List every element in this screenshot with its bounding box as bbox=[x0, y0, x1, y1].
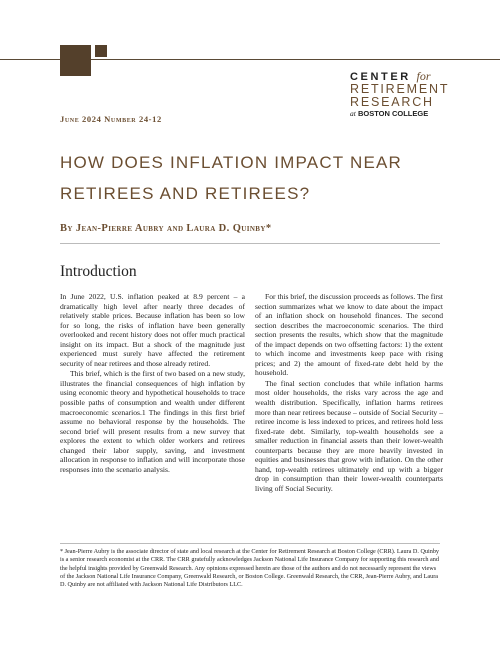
footnote: * Jean-Pierre Aubry is the associate director of state and local research at the Center for Retirement Research at Boston College (CRR). Laura D. Quinby is a senior research economist at the CRR. The CRR gratefully acknowledges Jackson National Life Insurance Company for supporting this research and the helpful insights provided by Greenwald Research. Any opinions expressed herein are those of the authors and do not necessarily represent the views of the Jackson National Life Insurance Company, Greenwald Research, or Boston College. Greenwald Research, the CRR, Jean-Pierre Aubry, and Laura D. Quinby are not affiliated with Jackson National Life Distributors LLC. bbox=[60, 548, 440, 589]
brand-square-small bbox=[95, 45, 107, 57]
logo-research: RESEARCH bbox=[350, 95, 434, 109]
paragraph: In June 2022, U.S. inflation peaked at 8.9 percent – a dramatically high level after nearly three decades of relatively stable prices. Because inflation has been so low for so long, the risks of inflation have been generally overlooked and recent history does not offer much practical insight on its impact. But a shock of the magnitude just experienced must surely have affected the retirement security of near retirees and those already retired. bbox=[60, 292, 245, 368]
byline: By Jean-Pierre Aubry and Laura D. Quinby* bbox=[60, 223, 272, 234]
paragraph: The final section concludes that while inflation harms most older households, the risks vary across the age and wealth distribution. Specifically, inflation harms retirees more than near retirees because – outside of Social Security – retiree income is less indexed to prices, and retirees hold less fixed-rate debt. Similarly, top-wealth households see a smaller reduction in financial assets than their lower-wealth counterparts because they are more heavily invested in equities and businesses that grow with inflation. On the other hand, top-wealth retirees ultimately end up with a bigger drop in consumption than their lower-wealth counterparts living off Social Security. bbox=[255, 378, 443, 493]
logo-for: for bbox=[416, 69, 431, 83]
logo-retirement: RETIREMENT bbox=[350, 82, 450, 96]
crr-logo bbox=[350, 70, 465, 119]
brief-title: HOW DOES INFLATION IMPACT NEAR RETIREES AND RETIREES? bbox=[60, 153, 403, 203]
byline-rule bbox=[60, 243, 440, 244]
logo-boston-college: at BOSTON COLLEGE bbox=[350, 109, 429, 118]
section-heading: Introduction bbox=[60, 263, 137, 280]
logo-center: CENTER for bbox=[350, 69, 431, 83]
issue-line: June 2024 Number 24-12 bbox=[60, 114, 162, 124]
paragraph: This brief, which is the first of two based on a new study, illustrates the financial consequences of high inflation by using economic theory and hypothetical households to trace possible paths of consumption and wealth under different macroeconomic scenarios.1 The findings in this first brief assume no behavioral response by the households. The second brief will present results from a new survey that explores the extent to which older workers and retirees changed their labor supply, saving, and investment allocation in response to inflation and will incorporate those responses into the scenario analysis. bbox=[60, 369, 245, 474]
paragraph: For this brief, the discussion proceeds as follows. The first section summarizes what we know to date about the impact of an inflation shock on household finances. The second section describes the macroeconomic scenarios. The third section presents the results, which show that the magnitude of the impact depends on two offsetting factors: 1) the extent to which income and investments keep pace with rising prices; and 2) the amount of fixed-rate debt held by the household. bbox=[255, 292, 443, 378]
right-column bbox=[255, 292, 443, 494]
left-column bbox=[60, 292, 245, 475]
brand-square-large bbox=[60, 45, 91, 76]
footnote-rule bbox=[60, 543, 440, 544]
